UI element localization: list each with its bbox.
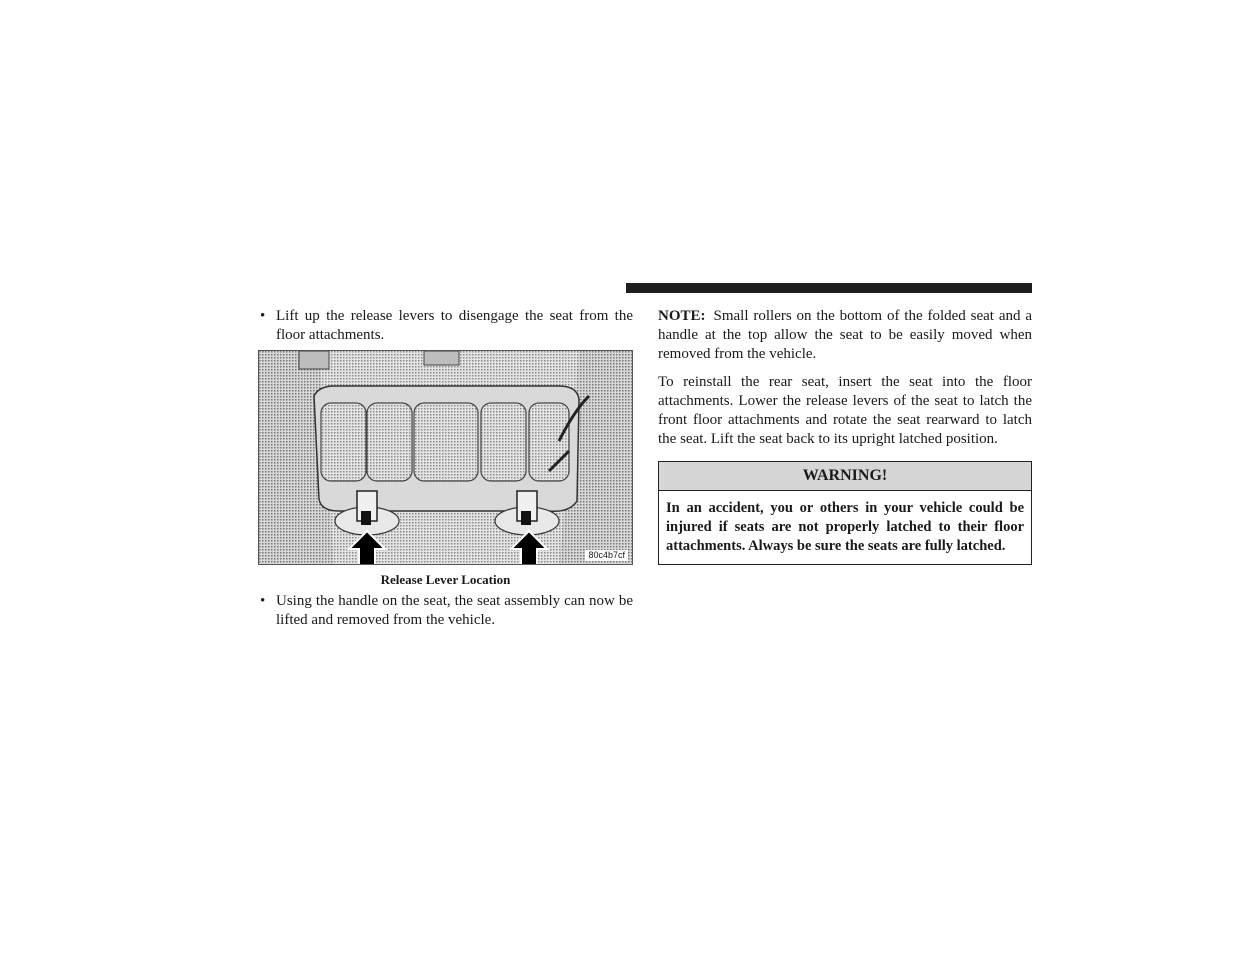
bullet-item-lift-seat [258, 592, 633, 630]
bullet-icon: • [260, 593, 266, 609]
right-column [658, 307, 1032, 565]
warning-title: WARNING! [659, 462, 1031, 491]
release-lever-figure [258, 350, 633, 565]
bullet-text: Using the handle on the seat, the seat assembly can now be lifted and removed from the vehicle. [276, 593, 633, 628]
section-header-bar [626, 283, 1032, 293]
note-label: NOTE: [658, 308, 706, 324]
reinstall-paragraph: To reinstall the rear seat, insert the seat into the floor attachments. Lower the release levers of the seat to latch the front floor attachments and rotate the seat rearward to latch the seat. Lift the seat back to its upright latched position. [658, 374, 1032, 447]
note-paragraph [658, 307, 1032, 364]
warning-box [658, 461, 1032, 565]
bullet-item-lift-levers [258, 307, 633, 345]
bullet-icon: • [260, 308, 266, 324]
figure-caption: Release Lever Location [380, 572, 511, 587]
left-column [258, 307, 633, 630]
bullet-text: Lift up the release levers to disengage the seat from the floor attachments. [276, 308, 633, 343]
note-text: Small rollers on the bottom of the folded seat and a handle at the top allow the seat to be easily moved when removed from the vehicle. [658, 308, 1032, 362]
warning-text: In an accident, you or others in your vehicle could be injured if seats are not properly latched to their floor attachments. Always be sure the seats are fully latched. [666, 500, 1024, 554]
seat-illustration [259, 351, 633, 565]
figure-code: 80c4b7cf [585, 550, 628, 561]
